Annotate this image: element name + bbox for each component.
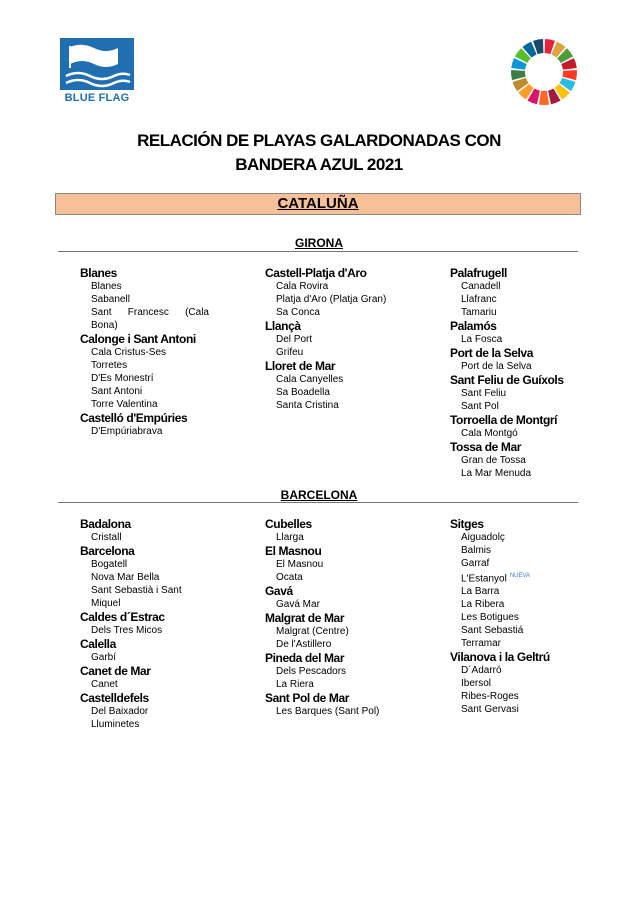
municipality-name: Blanes (80, 266, 117, 280)
beach-name: Ibersol (461, 678, 492, 690)
beach-name: Garraf (461, 558, 490, 569)
beach-name: Sant Pol (461, 401, 499, 412)
new-badge: NUEVA (509, 573, 531, 579)
beach-name: La Fosca (461, 334, 503, 345)
sdg-wheel-segment (539, 91, 549, 105)
municipality-name: Sant Pol de Mar (265, 691, 350, 705)
region-header: CATALUÑA (55, 193, 581, 215)
girona-column-2 (265, 266, 435, 412)
beach-name: Sant Sebastià i Sant Miquel (91, 585, 182, 609)
beach-name: Torre Valentina (91, 399, 158, 410)
beach-name: Gavá Mar (276, 599, 320, 610)
beach-name: D´Adarró (461, 665, 502, 677)
municipality-name: Castelló d'Empúries (80, 411, 188, 425)
beach-name: Sant Feliu (461, 388, 507, 399)
municipality-name: Vilanova i la Geltrú (450, 650, 550, 665)
beach-name: Dels Pescadors (276, 666, 347, 677)
beach-name: Malgrat (Centre) (276, 626, 349, 637)
beach-name: Santa Cristina (276, 400, 339, 411)
beach-name: Llarga (276, 532, 304, 543)
beach-name: De l'Astillero (276, 639, 332, 650)
page-title-line-1: RELACIÓN DE PLAYAS GALARDONADAS CON (137, 131, 501, 150)
beach-name: Cala Canyelles (276, 374, 344, 385)
municipality-name: Pineda del Mar (265, 651, 345, 665)
beach-name: Les Botigues (461, 612, 519, 624)
beach-name: La Riera (276, 679, 314, 690)
beach-name: L'Estanyol $^{NUEVA}$ (461, 573, 531, 585)
beach-name: Gran de Tossa (461, 455, 526, 466)
beach-name: Ocata (276, 572, 303, 583)
beach-name: Cala Rovira (276, 281, 329, 292)
beach-name: Sa Conca (276, 307, 320, 318)
sdg-wheel-icon (510, 38, 578, 106)
beach-name: Sant Francesc (Cala Bona) (91, 307, 209, 331)
beach-name: Canadell (461, 281, 501, 292)
beach-name: Cristall (91, 532, 122, 543)
beach-name: Aiguadolç (461, 532, 505, 543)
beach-name: Platja d'Aro (Platja Gran) (276, 294, 387, 305)
beach-name: Canet (91, 679, 118, 690)
municipality-name: Gavá (265, 584, 293, 598)
beach-name: Cala Cristus-Ses Torretes (91, 347, 167, 371)
barcelona-column-2 (265, 517, 435, 718)
beach-name: Garbí (91, 652, 117, 663)
beach-name: La Mar Menuda (461, 468, 532, 479)
municipality-name: Sant Feliu de Guíxols (450, 373, 564, 387)
municipality-name: Torroella de Montgrí (450, 413, 558, 427)
girona-column-1 (80, 266, 250, 438)
beach-name: Blanes (91, 281, 122, 292)
beach-name: Port de la Selva (461, 361, 532, 372)
blue-flag-logo (60, 38, 134, 105)
beach-name: Del Baixador (91, 706, 149, 717)
page-title-line-2: BANDERA AZUL 2021 (235, 155, 403, 174)
beach-name: Lluminetes (91, 719, 140, 730)
beach-name: Cala Montgó (461, 428, 518, 439)
municipality-name: Badalona (80, 517, 131, 531)
blue-flag-icon (60, 38, 134, 90)
municipality-name: Port de la Selva (450, 346, 533, 360)
beach-name: Balmis (461, 545, 492, 556)
province-label-girona: GIRONA (295, 236, 343, 250)
municipality-name: Cubelles (265, 517, 312, 531)
municipality-name: Sitges (450, 517, 484, 531)
beach-name: Sant Antoni (91, 386, 143, 397)
beach-name: Bogatell (91, 559, 128, 570)
beach-name: La Barra (461, 586, 500, 598)
beach-name: Tamariu (461, 307, 497, 318)
beach-name: Llafranc (461, 294, 497, 305)
blue-flag-text: BLUE FLAG (64, 92, 130, 104)
barcelona-column-1 (80, 517, 250, 731)
beach-name: Sant Sebastiá (461, 625, 524, 637)
beach-name: Nova Mar Bella (91, 572, 160, 583)
municipality-name: Barcelona (80, 544, 135, 558)
barcelona-column-3 (450, 517, 600, 716)
municipality-name: Calonge i Sant Antoni (80, 332, 196, 346)
beach-name: Terramar (461, 638, 502, 650)
beach-name: Sant Gervasi (461, 704, 519, 716)
girona-column-3 (450, 266, 600, 480)
municipality-name: Palamós (450, 319, 497, 333)
beach-name: Sa Boadella (276, 387, 330, 398)
beach-name: D'Empúriabrava (91, 426, 163, 437)
municipality-name: Castell-Platja d'Aro (265, 266, 367, 280)
municipality-name: Llançà (265, 319, 301, 333)
municipality-name: Caldes d´Estrac (80, 610, 165, 624)
beach-name: D'Es Monestrí (91, 373, 154, 384)
province-divider (58, 502, 578, 503)
municipality-name: Calella (80, 637, 116, 651)
province-divider (58, 251, 578, 252)
beach-name: El Masnou (276, 559, 324, 570)
municipality-name: Castelldefels (80, 691, 149, 705)
beach-name: Grifeu (276, 347, 304, 358)
municipality-name: Tossa de Mar (450, 440, 522, 454)
beach-name: Les Barques (Sant Pol) (276, 706, 380, 717)
beach-name: Dels Tres Micos (91, 625, 163, 636)
municipality-name: Malgrat de Mar (265, 611, 345, 625)
beach-name: Sabanell (91, 294, 130, 305)
beach-name: Ribes-Roges (461, 691, 519, 703)
municipality-name: Palafrugell (450, 266, 507, 280)
beach-name: La Ribera (461, 599, 505, 611)
province-label-barcelona: BARCELONA (280, 488, 358, 502)
beach-name: Del Port (276, 334, 313, 345)
municipality-name: El Masnou (265, 544, 322, 558)
municipality-name: Lloret de Mar (265, 359, 336, 373)
municipality-name: Canet de Mar (80, 664, 151, 678)
